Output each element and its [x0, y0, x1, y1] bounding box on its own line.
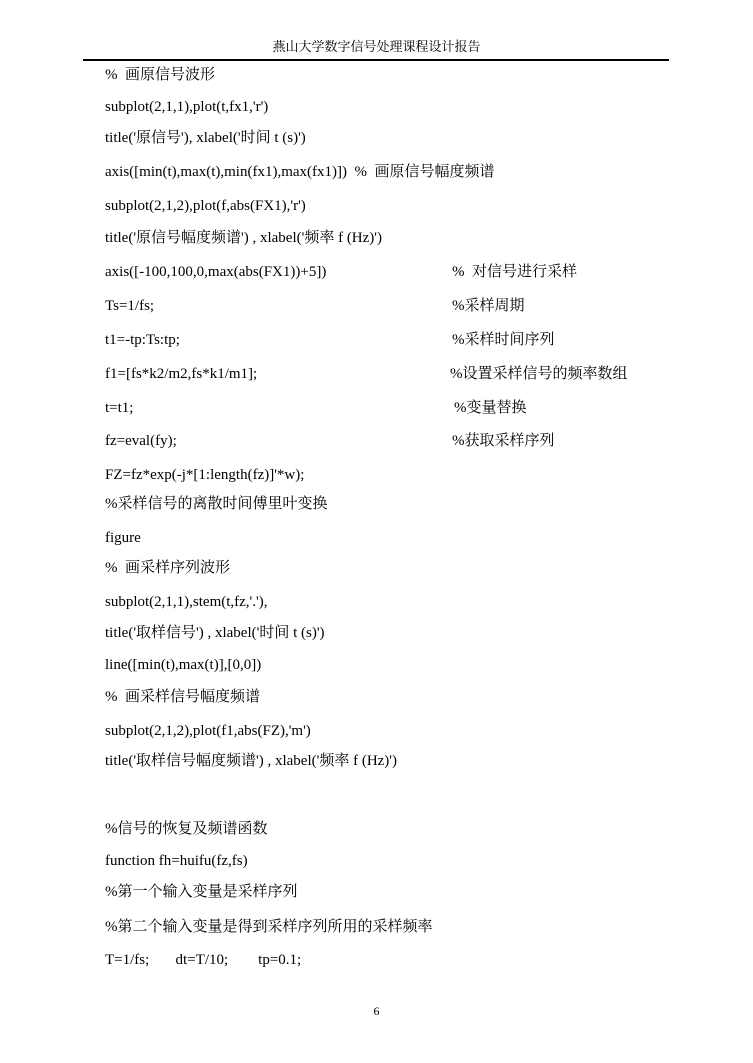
code-comment: %设置采样信号的频率数组 — [450, 366, 628, 382]
code-line: title('原信号幅度频谱') , xlabel('频率 f (Hz)') — [105, 230, 382, 246]
code-line: % 画原信号波形 — [105, 67, 215, 83]
code-line: % 画采样信号幅度频谱 — [105, 689, 260, 705]
code-line: %第一个输入变量是采样序列 — [105, 884, 298, 900]
code-line: % 画采样序列波形 — [105, 560, 230, 576]
code-line: title('原信号'), xlabel('时间 t (s)') — [105, 130, 306, 146]
code-line: %采样信号的离散时间傅里叶变换 — [105, 496, 328, 512]
code-line: f1=[fs*k2/m2,fs*k1/m1]; — [105, 366, 258, 382]
code-line: function fh=huifu(fz,fs) — [105, 853, 248, 869]
code-line: %第二个输入变量是得到采样序列所用的采样频率 — [105, 919, 433, 935]
code-line: fz=eval(fy); — [105, 433, 177, 449]
page-number: 6 — [373, 1004, 380, 1018]
code-line: %信号的恢复及频谱函数 — [105, 821, 268, 837]
code-line: T=1/fs; dt=T/10; tp=0.1; — [105, 952, 302, 968]
code-comment: %获取采样序列 — [452, 433, 555, 449]
code-line: Ts=1/fs; — [105, 298, 155, 314]
code-comment: %采样周期 — [452, 298, 525, 314]
code-line: line([min(t),max(t)],[0,0]) — [105, 657, 262, 673]
code-comment: % 对信号进行采样 — [452, 264, 577, 280]
code-line: subplot(2,1,1),plot(t,fx1,'r') — [105, 99, 269, 115]
code-line: subplot(2,1,1),stem(t,fz,'.'), — [105, 594, 268, 610]
code-comment: %变量替换 — [454, 400, 527, 416]
code-line: FZ=fz*exp(-j*[1:length(fz)]'*w); — [105, 467, 305, 483]
code-comment: %采样时间序列 — [452, 332, 555, 348]
code-line: subplot(2,1,2),plot(f1,abs(FZ),'m') — [105, 723, 311, 739]
code-line: t=t1; — [105, 400, 134, 416]
header-title: 燕山大学数字信号处理课程设计报告 — [272, 39, 481, 54]
code-line: title('取样信号幅度频谱') , xlabel('频率 f (Hz)') — [105, 753, 397, 769]
code-line: figure — [105, 530, 141, 546]
code-line: axis([-100,100,0,max(abs(FX1))+5]) — [105, 264, 327, 280]
header-rule — [83, 59, 669, 61]
code-line: t1=-tp:Ts:tp; — [105, 332, 180, 348]
code-line: title('取样信号') , xlabel('时间 t (s)') — [105, 625, 325, 641]
code-line: subplot(2,1,2),plot(f,abs(FX1),'r') — [105, 198, 306, 214]
code-line: axis([min(t),max(t),min(fx1),max(fx1)]) % 画原信号幅度频谱 — [105, 164, 495, 180]
